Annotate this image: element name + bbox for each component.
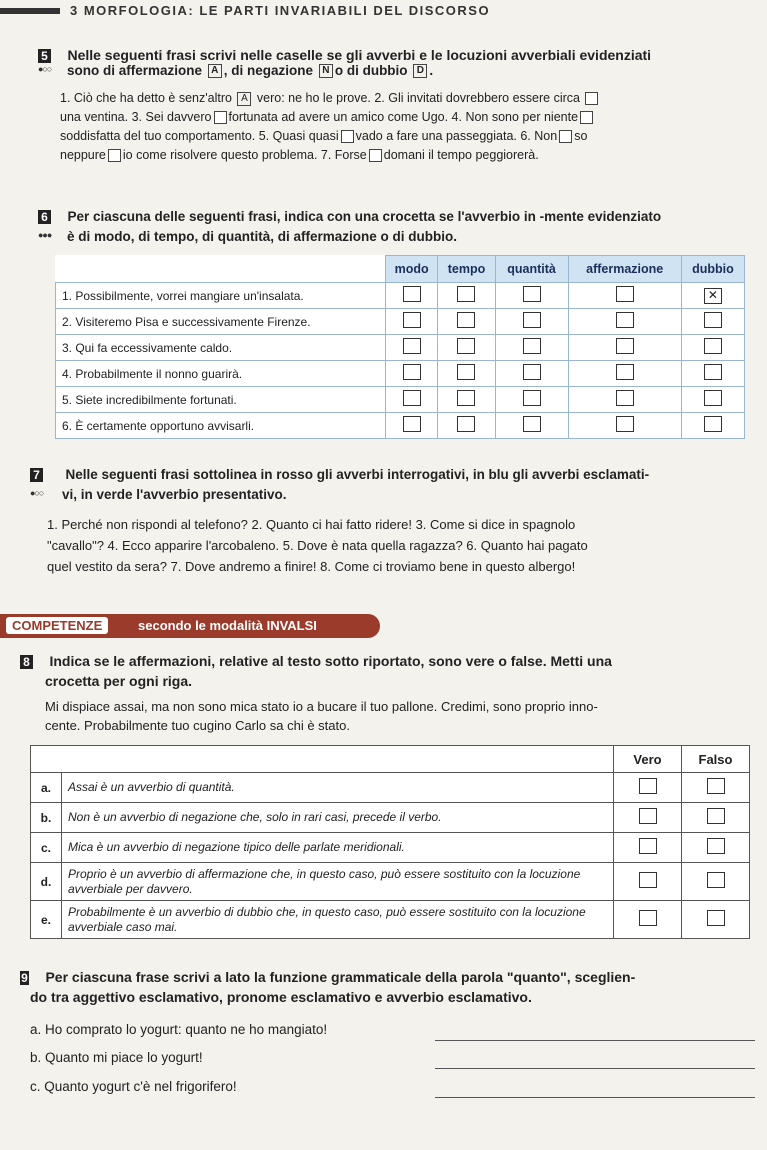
checkbox[interactable] — [457, 312, 475, 328]
body-line: 1. Perché non rispondi al telefono? 2. Quanto ci hai fatto ridere! 3. Come si dice in spagnolo — [47, 517, 576, 532]
checkbox-falso[interactable] — [707, 910, 725, 926]
checkbox[interactable] — [523, 338, 541, 354]
table-row — [31, 833, 750, 863]
answer-box[interactable] — [585, 92, 598, 105]
checkbox-vero[interactable] — [639, 872, 657, 888]
checkbox-cell — [495, 309, 568, 335]
checkbox[interactable] — [704, 416, 722, 432]
answer-line[interactable] — [435, 1068, 755, 1069]
checkbox-cell-vero — [614, 901, 682, 939]
checkbox[interactable] — [704, 364, 722, 380]
row-letter: d. — [31, 863, 62, 901]
page-header — [0, 0, 767, 28]
sentence-cell: 6. È certamente opportuno avvisarli. — [56, 413, 386, 439]
empty-header — [31, 746, 614, 773]
passage-line: Mi dispiace assai, ma non sono mica stato io a bucare il tuo pallone. Credimi, sono proprio inno- — [45, 699, 598, 714]
checkbox-cell-falso — [682, 803, 750, 833]
text: vado a fare una passeggiata. 6. Non — [355, 129, 558, 143]
text: domani il tempo peggiorerà. — [383, 148, 539, 162]
exercise-question-cont: do tra aggettivo esclamativo, pronome esclamativo e avverbio esclamativo. — [30, 989, 532, 1005]
exercise-number: 8 — [20, 655, 33, 669]
row-letter: b. — [31, 803, 62, 833]
text: soddisfatta del tuo comportamento. 5. Quasi quasi — [60, 129, 339, 143]
exercise-question: Per ciascuna frase scrivi a lato la funzione grammaticale della parola "quanto", sceglien- — [45, 969, 636, 985]
table-row — [31, 803, 750, 833]
sentence-cell: 4. Probabilmente il nonno guarirà. — [56, 361, 386, 387]
answer-box[interactable] — [559, 130, 572, 143]
checkbox[interactable] — [403, 312, 421, 328]
answer-line[interactable] — [435, 1040, 755, 1041]
table-header-row — [31, 746, 750, 773]
table-row — [31, 773, 750, 803]
answer-line[interactable] — [435, 1097, 755, 1098]
checkbox-cell — [568, 361, 681, 387]
header-bar — [0, 8, 60, 14]
checkbox-cell — [681, 387, 744, 413]
checkbox[interactable] — [523, 390, 541, 406]
checkbox-cell — [386, 309, 438, 335]
column-header: modo — [386, 256, 438, 283]
checkbox[interactable] — [403, 338, 421, 354]
checkbox-cell-falso — [682, 863, 750, 901]
checkbox-vero[interactable] — [639, 778, 657, 794]
sentence-cell: 5. Siete incredibilmente fortunati. — [56, 387, 386, 413]
checkbox-cell — [438, 387, 495, 413]
checkbox[interactable] — [403, 390, 421, 406]
exercise-question-cont: è di modo, di tempo, di quantità, di affermazione o di dubbio. — [67, 229, 457, 244]
text: so — [574, 129, 588, 143]
exercise-5-body — [60, 89, 760, 165]
checkbox[interactable] — [704, 312, 722, 328]
exercise-number: 5 — [38, 49, 51, 63]
exercise-9-item-c: c. Quanto yogurt c'è nel frigorifero! — [30, 1079, 237, 1094]
checkbox-falso[interactable] — [707, 808, 725, 824]
statement-cell: Mica è un avverbio di negazione tipico delle parlate meridionali. — [62, 833, 614, 863]
answer-box[interactable] — [341, 130, 354, 143]
checkbox[interactable] — [457, 416, 475, 432]
competenze-banner — [0, 614, 380, 638]
column-header: dubbio — [681, 256, 744, 283]
statement-cell: Non è un avverbio di negazione che, solo in rari casi, precede il verbo. — [62, 803, 614, 833]
chapter-title: 3 MORFOLOGIA: LE PARTI INVARIABILI DEL DISCORSO — [70, 3, 491, 18]
checkbox[interactable] — [523, 364, 541, 380]
checkbox-cell — [386, 283, 438, 309]
checkbox-cell — [568, 309, 681, 335]
body-line: "cavallo"? 4. Ecco apparire l'arcobaleno. 5. Dove è nata quella ragazza? 6. Quanto hai pagato — [47, 538, 588, 553]
exercise-question-cont: sono di affermazione A , di negazione N o di dubbio D . — [67, 63, 434, 78]
checkbox-cell — [568, 413, 681, 439]
checkbox-cell-vero — [614, 833, 682, 863]
checkbox-cell — [681, 361, 744, 387]
checkbox[interactable] — [523, 416, 541, 432]
competenze-tag: COMPETENZE — [6, 617, 108, 634]
sentence-cell: 1. Possibilmente, vorrei mangiare un'insalata. — [56, 283, 386, 309]
exercise-question: Nelle seguenti frasi scrivi nelle caselle se gli avverbi e le locuzioni avverbiali evidenziati — [67, 47, 652, 63]
text: neppure — [60, 148, 106, 162]
exercise-question-cont: vi, in verde l'avverbio presentativo. — [62, 487, 287, 502]
checkbox-vero[interactable] — [639, 838, 657, 854]
checkbox[interactable] — [457, 286, 475, 302]
column-header: tempo — [438, 256, 495, 283]
checkbox-cell-vero — [614, 863, 682, 901]
exercise-9-item-a: a. Ho comprato lo yogurt: quanto ne ho mangiato! — [30, 1022, 328, 1037]
question-part: sono di affermazione — [67, 63, 203, 78]
row-letter: e. — [31, 901, 62, 939]
checkbox-cell — [495, 361, 568, 387]
checkbox-cell — [495, 413, 568, 439]
checkbox-cell — [495, 283, 568, 309]
checkbox[interactable] — [457, 338, 475, 354]
checkbox-vero[interactable] — [639, 808, 657, 824]
checkbox[interactable] — [704, 338, 722, 354]
checkbox-falso[interactable] — [707, 778, 725, 794]
checkbox-falso[interactable] — [707, 838, 725, 854]
difficulty-dots: ●●● — [38, 230, 52, 240]
checkbox-falso[interactable] — [707, 872, 725, 888]
checkbox[interactable] — [616, 312, 634, 328]
answer-box[interactable]: A — [237, 92, 251, 106]
passage-line: cente. Probabilmente tuo cugino Carlo sa chi è stato. — [45, 718, 350, 733]
exercise-question: Indica se le affermazioni, relative al testo sotto riportato, sono vere o false. Metti una — [49, 653, 612, 669]
checkbox-cell — [681, 283, 744, 309]
empty-header — [56, 256, 386, 283]
checkbox[interactable] — [403, 364, 421, 380]
row-letter: c. — [31, 833, 62, 863]
exercise-8-passage — [45, 697, 760, 735]
exercise-7-body — [47, 514, 757, 577]
column-header-falso: Falso — [682, 746, 750, 773]
exercise-8-table — [30, 745, 750, 939]
text: fortunata ad avere un amico come Ugo. 4. Non sono per niente — [228, 110, 579, 124]
answer-box[interactable] — [369, 149, 382, 162]
column-header-vero: Vero — [614, 746, 682, 773]
exercise-7 — [30, 466, 760, 484]
checkbox-cell — [438, 413, 495, 439]
checkbox-cell-vero — [614, 803, 682, 833]
letter-box-n: N — [319, 64, 333, 78]
exercise-question: Nelle seguenti frasi sottolinea in rosso gli avverbi interrogativi, in blu gli avverbi esclamati- — [65, 467, 650, 482]
checkbox-cell — [495, 387, 568, 413]
letter-box-d: D — [413, 64, 427, 78]
statement-cell: Probabilmente è un avverbio di dubbio che, in questo caso, può essere sostituito con la locuzione avverbiale caso mai. — [62, 901, 614, 939]
checkbox-cell — [568, 387, 681, 413]
competenze-label: secondo le modalità INVALSI — [138, 618, 317, 633]
checkbox-cell — [438, 309, 495, 335]
body-line — [60, 89, 760, 108]
exercise-6 — [38, 208, 758, 226]
checkbox-vero[interactable] — [639, 910, 657, 926]
checkbox-cell — [386, 361, 438, 387]
table-row — [56, 283, 745, 309]
checkbox-cell — [681, 335, 744, 361]
body-line — [60, 108, 760, 127]
checkbox-cell — [438, 335, 495, 361]
column-header: quantità — [495, 256, 568, 283]
question-part: o di dubbio — [334, 63, 408, 78]
table-row — [31, 863, 750, 901]
row-letter: a. — [31, 773, 62, 803]
checkbox-cell — [495, 335, 568, 361]
checkbox-cell — [568, 335, 681, 361]
checkbox[interactable] — [616, 286, 634, 302]
checkbox-cell-vero — [614, 773, 682, 803]
sentence-cell: 3. Qui fa eccessivamente caldo. — [56, 335, 386, 361]
checkbox-cell-falso — [682, 901, 750, 939]
checkbox-cell — [681, 309, 744, 335]
answer-box[interactable] — [580, 111, 593, 124]
text: io come risolvere questo problema. 7. Forse — [122, 148, 367, 162]
difficulty-dots: ●○○ — [38, 64, 52, 74]
checkbox[interactable]: ✕ — [704, 288, 722, 304]
exercise-9 — [20, 968, 765, 987]
checkbox-cell — [438, 361, 495, 387]
checkbox[interactable] — [403, 416, 421, 432]
checkbox-cell-falso — [682, 833, 750, 863]
table-row — [56, 309, 745, 335]
checkbox-cell — [568, 283, 681, 309]
checkbox-cell-falso — [682, 773, 750, 803]
sentence-cell: 2. Visiteremo Pisa e successivamente Firenze. — [56, 309, 386, 335]
checkbox[interactable] — [616, 364, 634, 380]
checkbox-cell — [386, 387, 438, 413]
question-part: , di negazione — [223, 63, 314, 78]
exercise-number: 7 — [30, 468, 43, 482]
letter-box-a: A — [208, 64, 222, 78]
checkbox[interactable] — [457, 390, 475, 406]
table-row — [31, 901, 750, 939]
checkbox-cell — [386, 413, 438, 439]
checkbox-cell — [681, 413, 744, 439]
exercise-9-item-b: b. Quanto mi piace lo yogurt! — [30, 1050, 203, 1065]
checkbox[interactable] — [616, 416, 634, 432]
body-line — [60, 127, 760, 146]
checkbox-cell — [438, 283, 495, 309]
checkbox[interactable] — [704, 390, 722, 406]
checkbox[interactable] — [616, 338, 634, 354]
exercise-number: 9 — [21, 971, 28, 985]
table-row — [56, 361, 745, 387]
answer-box[interactable] — [108, 149, 121, 162]
exercise-8 — [20, 652, 760, 671]
table-row — [56, 413, 745, 439]
exercise-6-table — [55, 255, 745, 439]
exercise-question-cont: crocetta per ogni riga. — [45, 673, 193, 689]
checkbox-cell — [386, 335, 438, 361]
exercise-question: Per ciascuna delle seguenti frasi, indica con una crocetta se l'avverbio in -mente evidenziato — [67, 209, 662, 224]
checkbox[interactable] — [403, 286, 421, 302]
difficulty-dots: ●○○ — [30, 488, 44, 498]
checkbox[interactable] — [523, 286, 541, 302]
body-line: quel vestito da sera? 7. Dove andremo a finire! 8. Come ci troviamo bene in questo albergo! — [47, 559, 576, 574]
statement-cell: Proprio è un avverbio di affermazione che, in questo caso, può essere sostituito con la locuzione avverbiale per davvero. — [62, 863, 614, 901]
table-header-row — [56, 256, 745, 283]
table-row — [56, 335, 745, 361]
column-header: affermazione — [568, 256, 681, 283]
checkbox[interactable] — [523, 312, 541, 328]
text: 1. Ciò che ha detto è senz'altro — [60, 91, 232, 105]
statement-cell: Assai è un avverbio di quantità. — [62, 773, 614, 803]
exercise-number: 6 — [38, 210, 51, 224]
table-row — [56, 387, 745, 413]
text: vero: ne ho le prove. 2. Gli invitati dovrebbero essere circa — [256, 91, 580, 105]
answer-box[interactable] — [214, 111, 227, 124]
checkbox[interactable] — [616, 390, 634, 406]
body-line — [60, 146, 760, 165]
checkbox[interactable] — [457, 364, 475, 380]
text: una ventina. 3. Sei davvero — [60, 110, 212, 124]
